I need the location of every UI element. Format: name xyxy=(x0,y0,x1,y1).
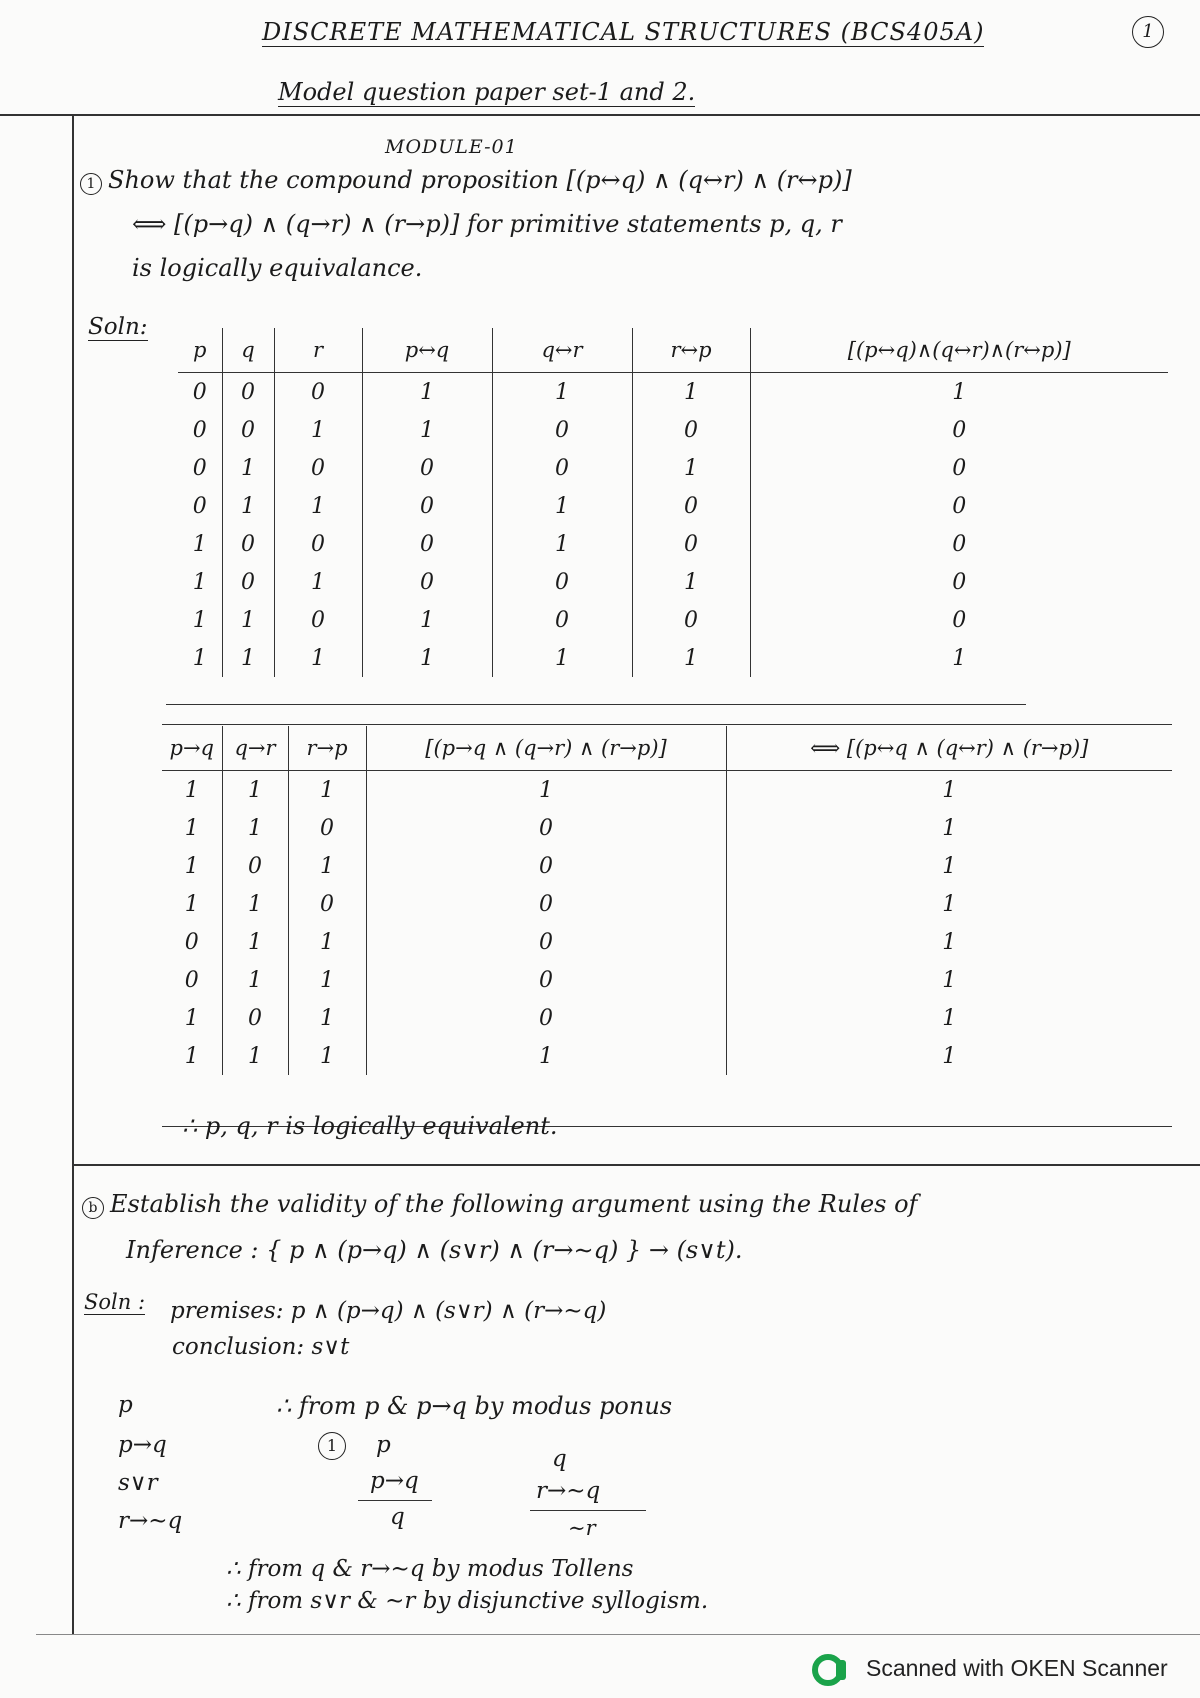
table-cell: 1 xyxy=(222,809,288,847)
table-cell: 0 xyxy=(750,411,1168,449)
table-cell: 0 xyxy=(750,487,1168,525)
table-cell: 0 xyxy=(192,379,207,405)
page-number: 1 xyxy=(1132,16,1164,48)
question-number: 1 xyxy=(80,173,102,195)
table-cell: 0 xyxy=(362,563,492,601)
table-row xyxy=(178,525,1168,563)
paper-subtitle: Model question paper set-1 and 2. xyxy=(278,78,696,106)
module-heading: MODULE-01 xyxy=(385,136,518,158)
table-cell: 0 xyxy=(184,929,199,955)
table-cell: 0 xyxy=(288,885,366,923)
table-cell: 0 xyxy=(750,601,1168,639)
table-cell: 1 xyxy=(750,639,1168,677)
table-cell: 1 xyxy=(726,809,1172,847)
table-cell: 1 xyxy=(632,563,750,601)
conclusion-statement: conclusion: s∨t xyxy=(172,1334,350,1360)
table-row xyxy=(178,487,1168,525)
table-cell: 0 xyxy=(366,809,726,847)
table-cell: 1 xyxy=(274,487,362,525)
table-cell: 0 xyxy=(366,885,726,923)
table-cell: 0 xyxy=(222,373,274,412)
table-cell: 1 xyxy=(362,639,492,677)
table-cell: 0 xyxy=(222,525,274,563)
table-cell: 0 xyxy=(274,449,362,487)
table-cell: 1 xyxy=(492,373,632,412)
table-cell: 0 xyxy=(222,847,288,885)
question-1-line-2: ⟺ [(p→q) ∧ (q→r) ∧ (r→p)] for primitive statements p, q, r xyxy=(132,210,842,238)
table-cell: 0 xyxy=(274,373,362,412)
table-cell: 1 xyxy=(362,373,492,412)
table-cell: 0 xyxy=(492,601,632,639)
table-cell: 1 xyxy=(726,999,1172,1037)
section-divider xyxy=(72,1164,1200,1166)
table-cell: 0 xyxy=(192,493,207,519)
table-row xyxy=(178,449,1168,487)
truth-table-1 xyxy=(178,328,1168,677)
table-cell: 0 xyxy=(492,449,632,487)
table-cell: 1 xyxy=(192,645,207,671)
table-cell: 1 xyxy=(726,771,1172,810)
table-cell: 1 xyxy=(288,923,366,961)
table-cell: 0 xyxy=(222,411,274,449)
table-cell: 0 xyxy=(366,923,726,961)
table-cell: 1 xyxy=(274,639,362,677)
column-header: r↔p xyxy=(632,328,750,373)
question-1-line-1 xyxy=(80,166,852,195)
column-header: q xyxy=(222,328,274,373)
table-cell: 0 xyxy=(366,961,726,999)
table-cell: 1 xyxy=(192,569,207,595)
header-rule xyxy=(0,114,1200,116)
step-1-text: ∴ from p & p→q by modus ponus xyxy=(276,1392,673,1420)
modus-tollens-bar xyxy=(530,1510,646,1511)
table-cell: 1 xyxy=(192,607,207,633)
table-cell: 0 xyxy=(632,601,750,639)
table-cell: 1 xyxy=(632,373,750,412)
question-1-line-3: is logically equivalance. xyxy=(132,254,423,282)
left-margin-line xyxy=(72,114,74,1634)
premise-item: p xyxy=(118,1392,133,1418)
table-cell: 0 xyxy=(184,967,199,993)
table-row xyxy=(162,961,1172,999)
oken-logo-icon xyxy=(812,1652,848,1688)
table-cell: 0 xyxy=(750,563,1168,601)
table-cell: 1 xyxy=(222,771,288,810)
table-cell: 0 xyxy=(192,417,207,443)
table-cell: 1 xyxy=(750,373,1168,412)
table-cell: 0 xyxy=(362,449,492,487)
table-cell: 1 xyxy=(288,771,366,810)
table-cell: 0 xyxy=(288,809,366,847)
table-cell: 0 xyxy=(366,999,726,1037)
table-cell: 1 xyxy=(288,847,366,885)
premise-item: p→q xyxy=(118,1432,167,1458)
question-number: b xyxy=(82,1197,104,1219)
table-cell: 0 xyxy=(492,563,632,601)
premise-item: s∨r xyxy=(118,1470,158,1496)
scanner-watermark-text: Scanned with OKEN Scanner xyxy=(866,1655,1168,1681)
table-cell: 0 xyxy=(632,411,750,449)
truth-table-2 xyxy=(162,726,1172,1075)
table-cell: 0 xyxy=(274,525,362,563)
table-cell: 1 xyxy=(192,531,207,557)
table-row xyxy=(162,923,1172,961)
table-cell: 0 xyxy=(362,487,492,525)
table-cell: 1 xyxy=(274,563,362,601)
table-cell: 1 xyxy=(184,1043,199,1069)
step-2-text: ∴ from q & r→∼q by modus Tollens xyxy=(226,1556,634,1582)
table-cell: 0 xyxy=(492,411,632,449)
table-cell: 0 xyxy=(362,525,492,563)
premise-item: r→∼q xyxy=(118,1508,183,1534)
table-row xyxy=(162,847,1172,885)
table-cell: 0 xyxy=(750,449,1168,487)
table-cell: 1 xyxy=(184,1005,199,1031)
table-cell: 0 xyxy=(632,525,750,563)
table-cell: 0 xyxy=(632,487,750,525)
column-header: r xyxy=(274,328,362,373)
table-row xyxy=(178,601,1168,639)
modus-tollens-premise-1: q xyxy=(552,1446,567,1472)
step-number: 1 xyxy=(318,1432,346,1460)
table-row xyxy=(162,771,1172,810)
column-header: p xyxy=(178,328,222,373)
table-row xyxy=(162,885,1172,923)
question-2-line-1 xyxy=(82,1190,917,1219)
column-header: q↔r xyxy=(492,328,632,373)
table-row xyxy=(162,1037,1172,1075)
conclusion-1: ∴ p, q, r is logically equivalent. xyxy=(182,1112,558,1140)
column-header: [(p↔q)∧(q↔r)∧(r↔p)] xyxy=(750,328,1168,373)
table-cell: 1 xyxy=(274,411,362,449)
table-cell: 1 xyxy=(222,639,274,677)
modus-tollens-result: ∼r xyxy=(568,1516,596,1540)
table-header-row xyxy=(178,328,1168,373)
table-row xyxy=(178,373,1168,412)
table-cell: 1 xyxy=(222,449,274,487)
modus-ponens-result: q xyxy=(390,1504,405,1530)
table-cell: 1 xyxy=(222,961,288,999)
table-cell: 1 xyxy=(492,525,632,563)
paper-title: DISCRETE MATHEMATICAL STRUCTURES (BCS405A) xyxy=(262,18,985,46)
table-cell: 1 xyxy=(222,923,288,961)
table-cell: 0 xyxy=(366,847,726,885)
solution-label: Soln: xyxy=(88,314,148,340)
table-cell: 1 xyxy=(222,601,274,639)
table-cell: 1 xyxy=(492,639,632,677)
table-cell: 1 xyxy=(222,1037,288,1075)
table-cell: 1 xyxy=(366,1037,726,1075)
modus-ponens-premise-2: p→q xyxy=(370,1468,419,1494)
table-row xyxy=(178,411,1168,449)
table-cell: 1 xyxy=(726,923,1172,961)
modus-tollens-premise-2: r→∼q xyxy=(536,1478,601,1504)
table-cell: 0 xyxy=(750,525,1168,563)
table-cell: 1 xyxy=(362,601,492,639)
table-cell: 1 xyxy=(726,961,1172,999)
table-header-row xyxy=(162,726,1172,771)
table-cell: 1 xyxy=(288,1037,366,1075)
table-cell: 1 xyxy=(288,961,366,999)
column-header: [(p→q ∧ (q→r) ∧ (r→p)] xyxy=(366,726,726,771)
column-header: p→q xyxy=(162,726,222,771)
table-cell: 0 xyxy=(192,455,207,481)
question-2-line-2: Inference : { p ∧ (p→q) ∧ (s∨r) ∧ (r→∼q) } → (s∨t). xyxy=(126,1236,743,1264)
table-cell: 1 xyxy=(184,815,199,841)
table-cell: 1 xyxy=(632,449,750,487)
modus-ponens-bar xyxy=(358,1500,432,1501)
question-2-text: Establish the validity of the following argument using the Rules of xyxy=(110,1190,918,1218)
table-cell: 1 xyxy=(288,999,366,1037)
modus-ponens-premise-1: p xyxy=(376,1432,391,1458)
table-row xyxy=(178,563,1168,601)
table-cell: 1 xyxy=(632,639,750,677)
table-cell: 0 xyxy=(274,601,362,639)
table-cell: 1 xyxy=(726,1037,1172,1075)
table-cell: 1 xyxy=(366,771,726,810)
table-cell: 1 xyxy=(362,411,492,449)
question-1-text: Show that the compound proposition [(p↔q) ∧ (q↔r) ∧ (r↔p)] xyxy=(108,166,852,194)
table-cell: 0 xyxy=(222,563,274,601)
table-row xyxy=(178,639,1168,677)
column-header: r→p xyxy=(288,726,366,771)
step-3-text: ∴ from s∨r & ∼r by disjunctive syllogism. xyxy=(226,1588,709,1614)
column-header: ⟺ [(p↔q ∧ (q↔r) ∧ (r→p)] xyxy=(726,726,1172,771)
table-cell: 1 xyxy=(222,487,274,525)
table-cell: 1 xyxy=(184,853,199,879)
table-cell: 1 xyxy=(184,891,199,917)
table-cell: 1 xyxy=(222,885,288,923)
table-cell: 0 xyxy=(222,999,288,1037)
premises: premises: p ∧ (p→q) ∧ (s∨r) ∧ (r→∼q) xyxy=(170,1298,607,1324)
table-1-bottom-rule xyxy=(166,704,1026,705)
table-cell: 1 xyxy=(184,777,199,803)
table-row xyxy=(162,809,1172,847)
solution-label-2: Soln : xyxy=(84,1290,146,1314)
column-header: p↔q xyxy=(362,328,492,373)
column-header: q→r xyxy=(222,726,288,771)
page-bottom-edge xyxy=(36,1634,1200,1635)
table-cell: 1 xyxy=(726,885,1172,923)
table-row xyxy=(162,999,1172,1037)
table-cell: 1 xyxy=(726,847,1172,885)
table-cell: 1 xyxy=(492,487,632,525)
